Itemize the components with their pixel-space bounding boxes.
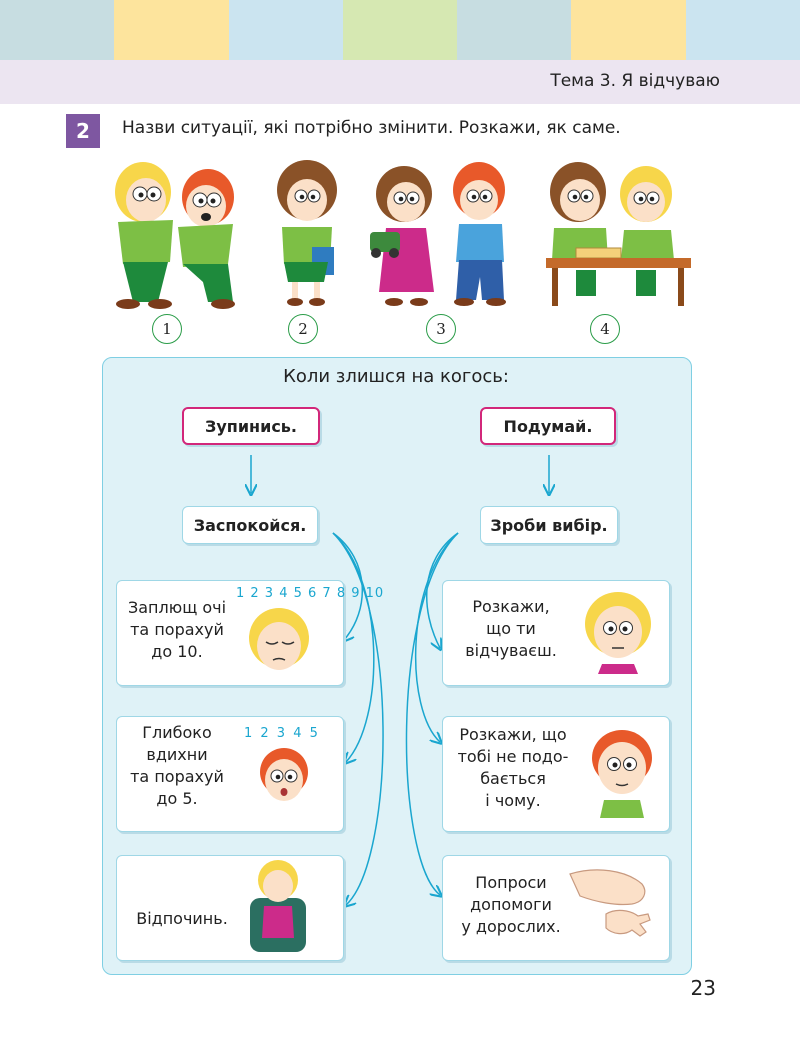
card-tell-dislike-text: Розкажи, що тобі не подо- бається і чому. (457, 725, 569, 810)
sleepy-girl-icon (244, 606, 314, 678)
topic-title: Тема 3. Я відчуваю (550, 71, 720, 91)
page-number: 23 (690, 976, 716, 1000)
boy-talking-icon (584, 728, 660, 818)
step-calm-down-box: Заспокойся. (182, 506, 318, 544)
resting-girl-icon (246, 858, 310, 956)
counting-to-ten: 1 2 3 4 5 6 7 8 9 10 (236, 586, 385, 601)
card-close-eyes-text: Заплющ очі та порахуй до 10. (127, 598, 227, 661)
step-stop-box: Зупинись. (182, 407, 320, 445)
panel-title: Коли злишся на когось: (283, 366, 509, 387)
situation-number-2: 2 (288, 314, 318, 344)
card-rest-text: Відпочинь. (136, 909, 228, 928)
helping-hands-icon (566, 862, 662, 948)
situation-number-4: 4 (590, 314, 620, 344)
step-think-box: Подумай. (480, 407, 616, 445)
breathing-boy-icon (254, 746, 314, 812)
card-ask-adults-text: Попроси допомоги у дорослих. (461, 873, 561, 936)
step-make-choice-box: Зроби вибір. (480, 506, 618, 544)
situation-number-1: 1 (152, 314, 182, 344)
counting-to-five: 1 2 3 4 5 (244, 726, 320, 741)
situation-number-3: 3 (426, 314, 456, 344)
card-deep-breath-text: Глибоко вдихни та порахуй до 5. (130, 723, 224, 808)
card-tell-feelings-text: Розкажи, що ти відчуваєш. (465, 597, 557, 660)
task-instruction: Назви ситуації, які потрібно змінити. Розкажи, як саме. (122, 118, 621, 138)
task-number-badge: 2 (66, 114, 100, 148)
calm-girl-icon (578, 590, 658, 674)
